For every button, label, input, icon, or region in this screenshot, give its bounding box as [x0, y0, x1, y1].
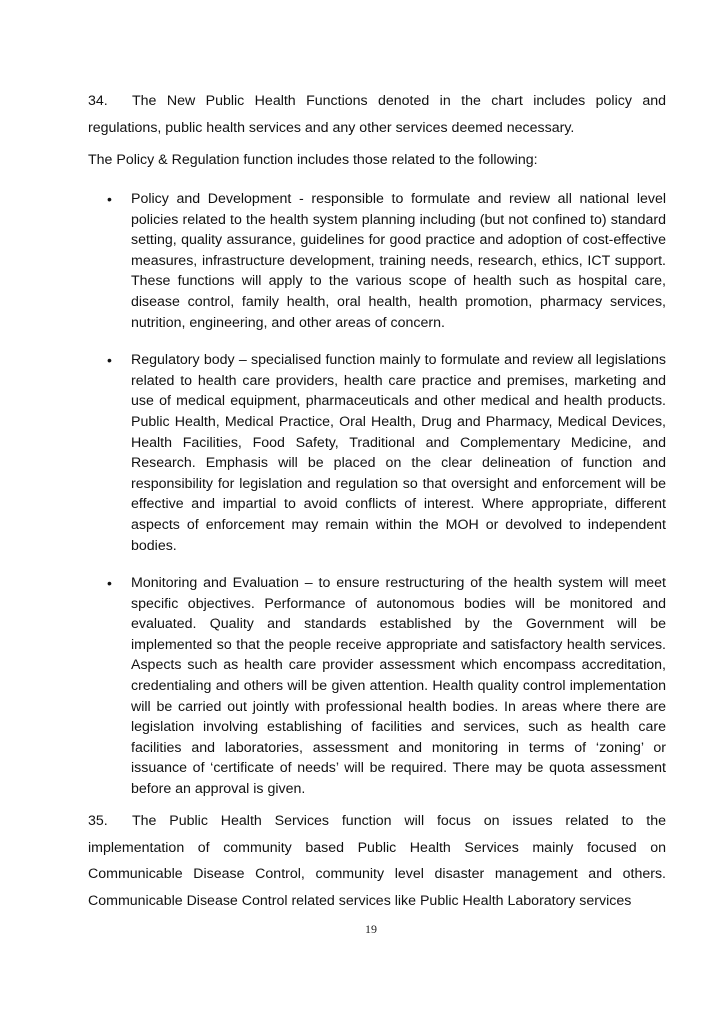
paragraph-35-text: The Public Health Services function will focus on issues related to the implementation of community based Public Health Services mainly focused on Communicable Disease Control, community level disaster management and others. Communicable Disease Control related services like Public Health Laboratory services [88, 813, 666, 909]
list-item-text: Policy and Development - responsible to formulate and review all national level policies related to the health system planning including (but not confined to) standard setting, quality assurance, guidelines for good practice and adoption of cost-effective measures, infrastructure development, training needs, research, ethics, ICT support. These functions will apply to the various scope of health such as hospital care, disease control, family health, oral health, health promotion, pharmacy services, nutrition, engineering, and other areas of concern. [131, 191, 666, 331]
bullet-icon: • [107, 352, 112, 369]
list-item-regulatory-body [107, 350, 666, 556]
paragraph-34-number: 34. [88, 93, 108, 109]
paragraph-35 [88, 808, 666, 914]
paragraph-34-text: The New Public Health Functions denoted in the chart includes policy and regulations, public health services and any other services deemed necessary. [88, 93, 666, 136]
bullet-icon: • [107, 575, 112, 592]
paragraph-35-number: 35. [88, 813, 108, 829]
policy-regulation-list [107, 189, 666, 817]
list-item-monitoring-evaluation [107, 573, 666, 800]
paragraph-34 [88, 88, 666, 142]
policy-regulation-intro: The Policy & Regulation function includes those related to the following: [88, 152, 538, 168]
page-number: 19 [365, 922, 377, 936]
list-item-text: Monitoring and Evaluation – to ensure restructuring of the health system will meet specific objectives. Performance of autonomous bodies will be monitored and evaluated. Quality and standards established by the Government will be implemented so that the people receive appropriate and satisfactory health services. Aspects such as health care provider assessment which encompass accreditation, credentialing and others will be given attention. Health quality control implementation will be carried out jointly with professional health bodies. In areas where there are legislation involving establishing of facilities and services, such as health care facilities and laboratories, assessment and monitoring in terms of ‘zoning’ or issuance of ‘certificate of needs’ will be required. There may be quota assessment before an approval is given. [131, 575, 666, 798]
bullet-icon: • [107, 191, 112, 207]
list-item-text: Regulatory body – specialised function mainly to formulate and review all legislations related to health care providers, health care practice and premises, marketing and use of medical equipment, pharmaceuticals and other medical and health products. Public Health, Medical Practice, Oral Health, Drug and Pharmacy, Medical Devices, Health Facilities, Food Safety, Traditional and Complementary Medicine, and Research. Emphasis will be placed on the clear delineation of function and responsibility for legislation and regulation so that oversight and enforcement will be effective and impartial to avoid conflicts of interest. Where appropriate, different aspects of enforcement may remain within the MOH or devolved to independent bodies. [131, 352, 666, 554]
list-item-policy-development [107, 189, 666, 333]
